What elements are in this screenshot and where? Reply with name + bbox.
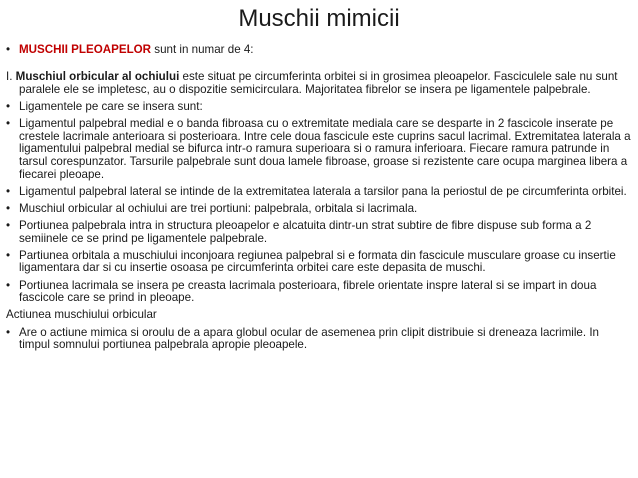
subheading: Actiunea muschiului orbicular [6,308,157,322]
intro-rest: sunt in numar de 4: [151,43,254,56]
slide-body [6,44,632,356]
bullet-item: • Ligamentul palpebral medial e o banda fibroasa cu o extremitate mediala care se desparte in 2 fascicole inserate pe crestele lacrimale anterioara si posterioara. Intre cele doua fascicule este cuprins sacul lacrimal. Extremitatea laterala a ligamentului palpebral medial se bifurca intr-o ramura superioara si o ramura inferioara. Fiecare ramura patrunde in tarsul corespunzator. Tarsurile palpebrale sunt doua lamele fibroase, groase si rezistente care ocupa marginea libera a fiecarei pleoape. [6,118,632,181]
section1-prefix: I. [6,70,16,84]
bullet-item: • Muschiul orbicular al ochiului are trei portiuni: palpebrala, orbitala si lacrimala. [6,203,632,216]
intro-bullet [6,44,632,57]
slide-title: Muschii mimicii [238,5,400,32]
bullet-item: • Portiunea lacrimala se insera pe creasta lacrimala posterioara, fibrele orientate inspre lateral si se impart in doua fascicole care se prind in pleoape. [6,280,632,305]
section1-rest: este situat pe circumferinta orbitei si in grosimea pleoapelor. Fasciculele sale nu sunt paralele ele se impletesc, au o dispozitie semicirculara. Majoritatea fibrelor se insera pe ligamentele palpebrale. [19,70,618,96]
bullet-item: • Ligamentul palpebral lateral se intinde de la extremitatea laterala a tarsilor pana la periostul de pe circumferinta orbitei. [6,186,632,199]
final-bullet: • Are o actiune mimica si oroulu de a apara globul ocular de asemenea prin clipit distribuie si dreneaza lacrimile. In timpul somnului portiunea palpebrala apropie pleoapele. [6,327,632,352]
section1-bold: Muschiul orbicular al ochiului [15,70,180,84]
bullet-item: • Portiunea palpebrala intra in structura pleoapelor e alcatuita dintr-un strat subtire de fibre dispuse sub forma a 2 semiinele ce se prind pe ligamentele palpebrale. [6,220,632,245]
intro-label: MUSCHII PLEOAPELOR [19,43,152,56]
section1-paragraph [6,71,632,96]
bullet-item: • Ligamentele pe care se insera sunt: [6,101,632,114]
bullet-item: • Partiunea orbitala a muschiului inconjoara regiunea palpebral si e formata din fascicule musculare groase cu insertie ligamentara dar si cu insertie osoasa pe circumferinta orbitei care este depasita de muschi. [6,250,632,275]
